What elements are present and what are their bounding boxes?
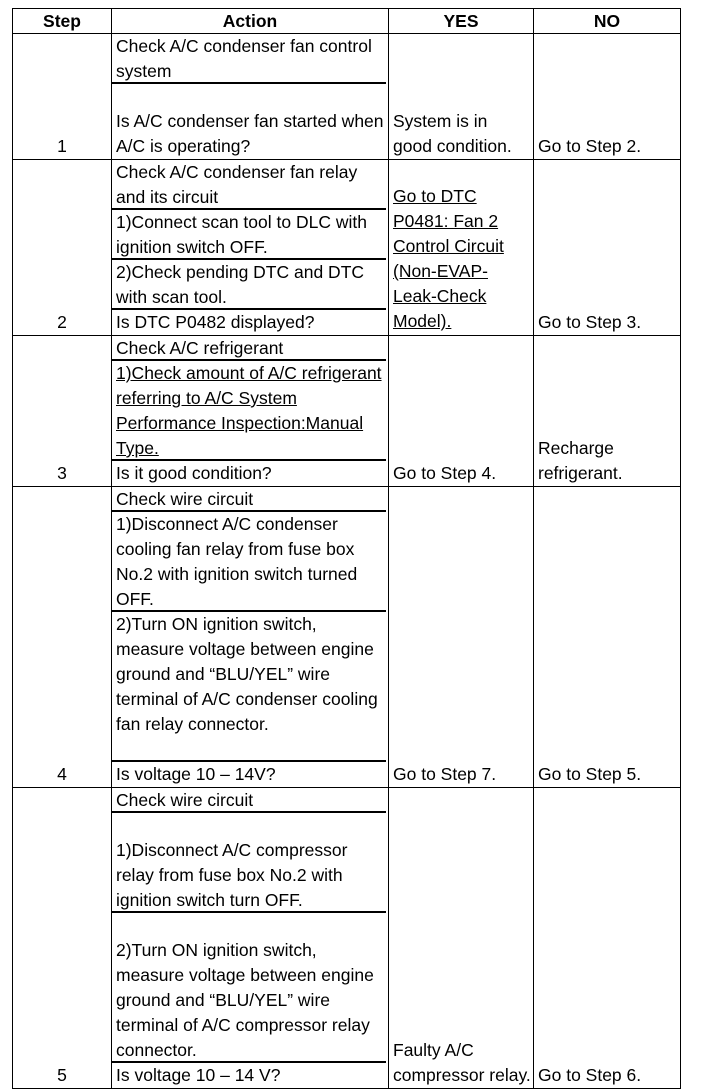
header-action: Action [112, 9, 389, 34]
ac-performance-inspection-link[interactable]: 1)Check amount of A/C refrigerant referring to A/C System Performance Inspection:Manual Type. [116, 363, 382, 458]
no-cell: Go to Step 5. [534, 487, 681, 788]
action-cell [112, 34, 389, 160]
action-item: 2)Check pending DTC and DTC with scan tool. [112, 260, 386, 310]
no-cell: Go to Step 6. [534, 788, 681, 1089]
action-item: Check wire circuit [112, 788, 386, 813]
action-item: Check A/C refrigerant [112, 336, 386, 361]
action-item: 2)Turn ON ignition switch, measure voltage between engine ground and “BLU/YEL” wire terminal of A/C compressor relay connector. [112, 913, 386, 1063]
action-item: 1)Connect scan tool to DLC with ignition switch OFF. [112, 210, 386, 260]
table-row [13, 336, 681, 487]
yes-cell: Faulty A/C compressor relay. [389, 788, 534, 1089]
action-item[interactable] [112, 361, 386, 461]
table-row [13, 34, 681, 160]
header-yes: YES [389, 9, 534, 34]
action-cell [112, 160, 389, 336]
no-cell: Go to Step 2. [534, 34, 681, 160]
action-item: 1)Disconnect A/C compressor relay from fuse box No.2 with ignition switch turn OFF. [112, 813, 386, 913]
action-item: Is A/C condenser fan started when A/C is operating? [116, 111, 384, 156]
action-item: Check A/C condenser fan relay and its circuit [112, 160, 386, 210]
table-row [13, 487, 681, 788]
action-item: Is voltage 10 – 14 V? [116, 1065, 281, 1085]
step-number: 3 [13, 336, 112, 487]
action-cell [112, 487, 389, 788]
action-item: 1)Disconnect A/C condenser cooling fan relay from fuse box No.2 with ignition switch turned OFF. [112, 512, 386, 612]
action-item: 2)Turn ON ignition switch, measure voltage between engine ground and “BLU/YEL” wire terminal of A/C condenser cooling fan relay connector. [112, 612, 386, 762]
action-item: Check A/C condenser fan control system [112, 34, 386, 84]
table-row [13, 160, 681, 336]
yes-cell: Go to Step 4. [389, 336, 534, 487]
header-no: NO [534, 9, 681, 34]
yes-cell: Go to Step 7. [389, 487, 534, 788]
yes-cell[interactable] [389, 160, 534, 336]
yes-cell: System is in good condition. [389, 34, 534, 160]
diagnostic-table [12, 8, 681, 1089]
table-row [13, 788, 681, 1089]
no-cell: Go to Step 3. [534, 160, 681, 336]
action-item: Is DTC P0482 displayed? [116, 312, 315, 332]
action-item: Is voltage 10 – 14V? [116, 764, 276, 784]
step-number: 4 [13, 487, 112, 788]
action-item: Is it good condition? [116, 463, 272, 483]
step-number: 5 [13, 788, 112, 1089]
header-step: Step [13, 9, 112, 34]
dtc-p0481-link[interactable]: Go to DTC P0481: Fan 2 Control Circuit (Non-EVAP-Leak-Check Model). [393, 186, 504, 331]
action-item: Check wire circuit [112, 487, 386, 512]
header-row [13, 9, 681, 34]
step-number: 2 [13, 160, 112, 336]
action-cell [112, 788, 389, 1089]
step-number: 1 [13, 34, 112, 160]
no-cell: Recharge refrigerant. [534, 336, 681, 487]
action-cell [112, 336, 389, 487]
